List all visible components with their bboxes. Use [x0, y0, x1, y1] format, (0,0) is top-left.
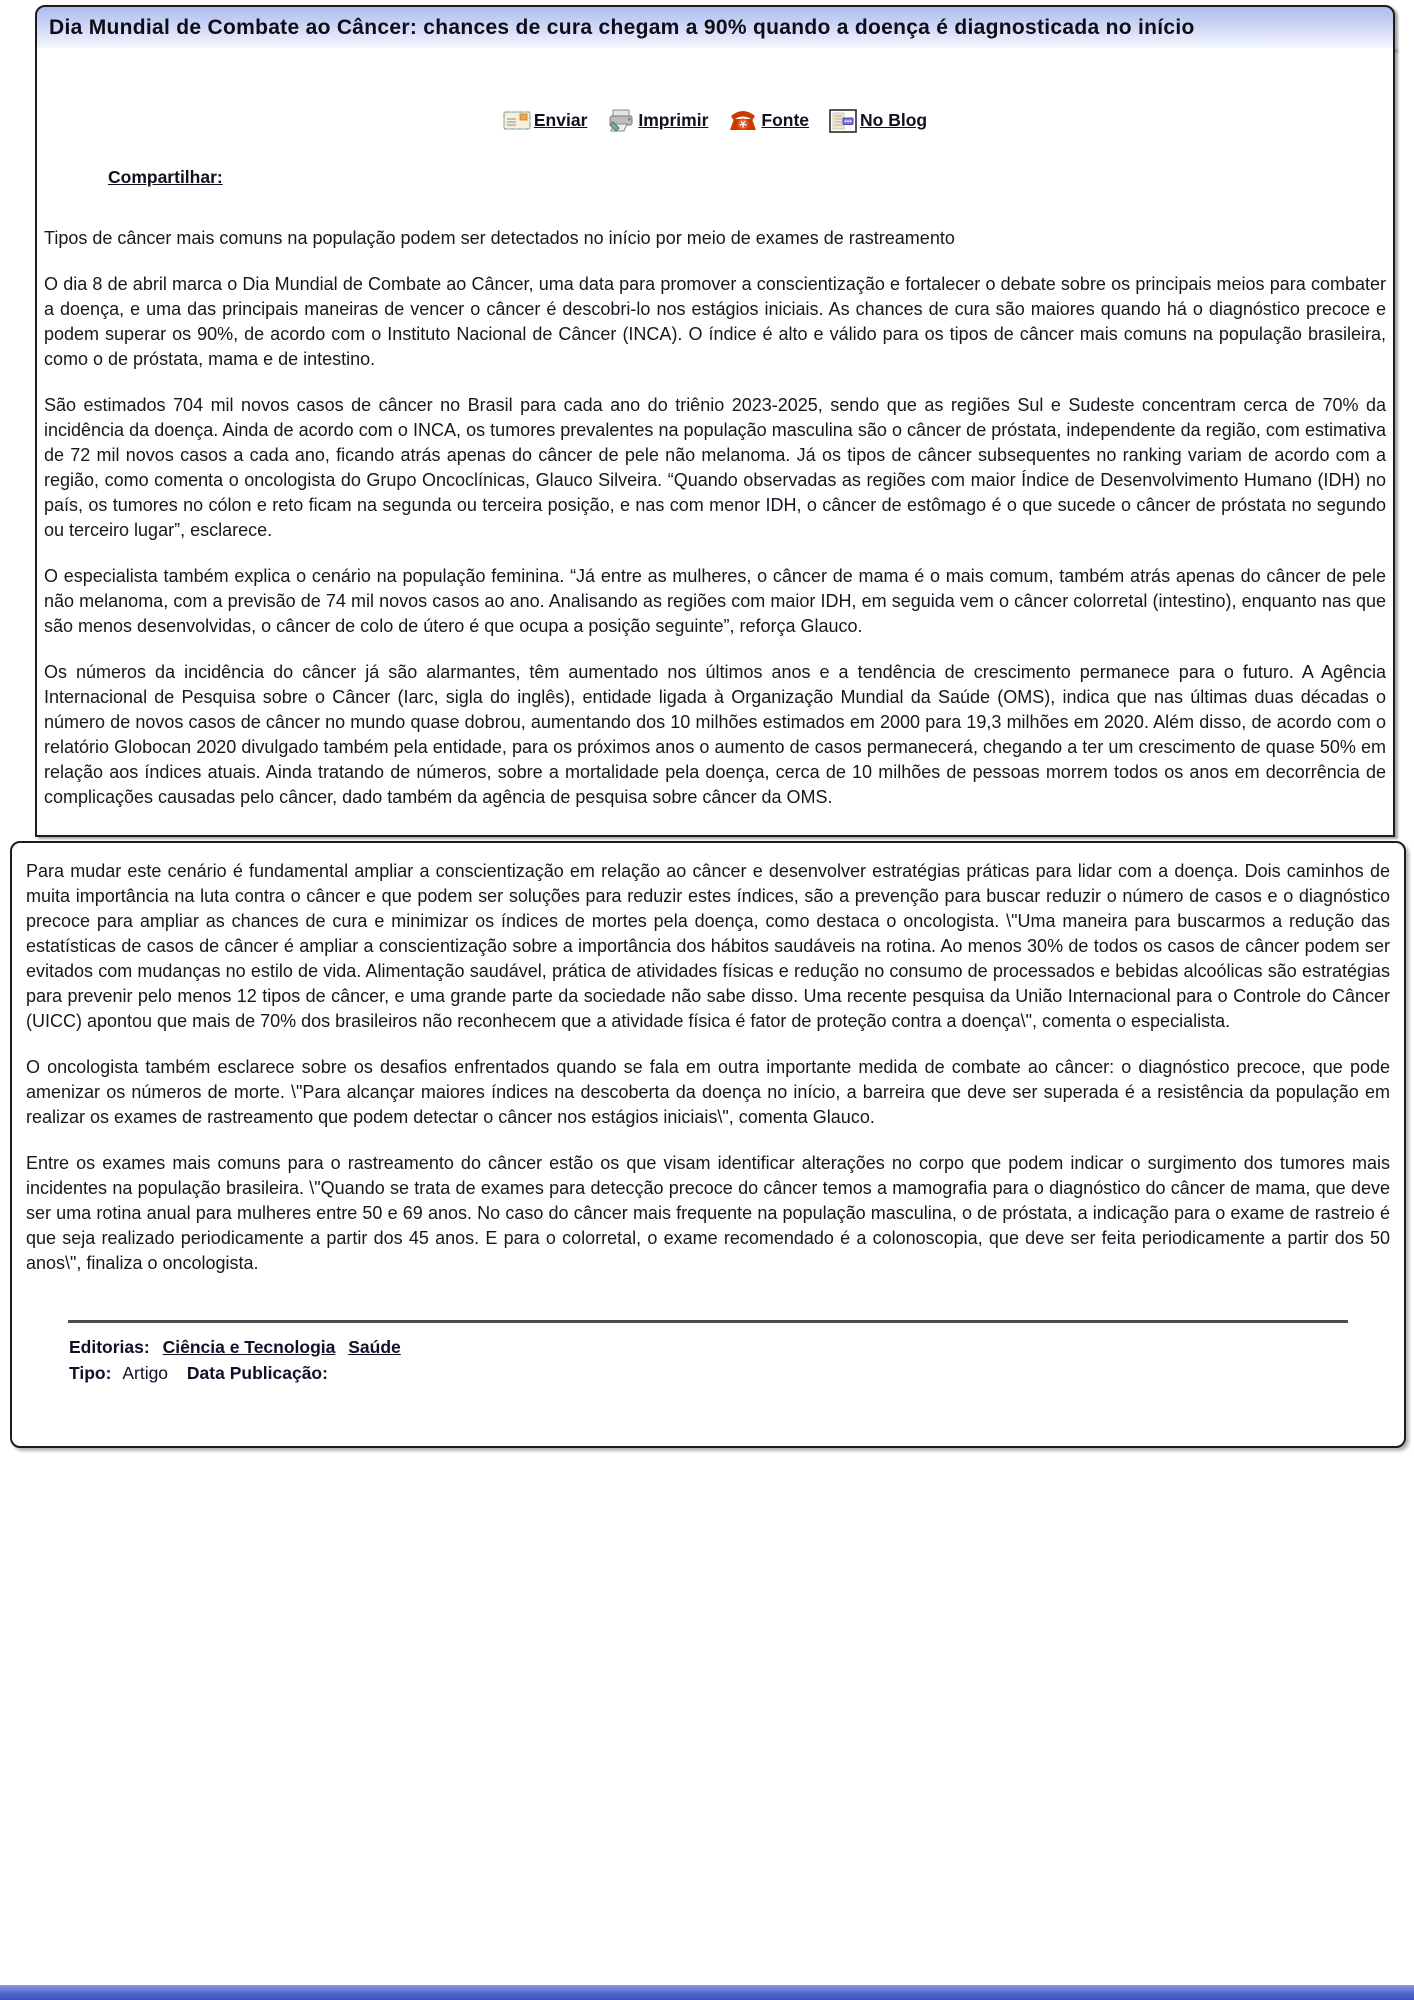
toolbar — [42, 108, 1388, 133]
phone-icon — [728, 108, 758, 133]
data-publicacao-label: Data Publicação: — [186, 1363, 328, 1383]
share-link[interactable]: Compartilhar: — [108, 167, 223, 187]
tipo-label: Tipo: — [69, 1363, 112, 1383]
share-row — [108, 167, 1388, 188]
article-paragraph-4: Os números da incidência do câncer já são alarmantes, têm aumentado nos últimos anos e a tendência de crescimento permanece para o futuro. A Agência Internacional de Pesquisa sobre o Câncer (Iarc, sigla do inglês), entidade ligada à Organização Mundial da Saúde (OMS), indica que nas últimas duas décadas o número de novos casos de câncer no mundo quase dobrou, aumentando dos 10 milhões estimados em 2000 para 19,3 milhões em 2020. Além disso, de acordo com o relatório Globocan 2020 divulgado também pela entidade, para os próximos anos o aumento de casos permanecerá, chegando a ter um crescimento de quase 50% em relação aos índices atuais. Ainda tratando de números, sobre a mortalidade pela doença, cerca de 10 milhões de pessoas morrem todos os anos em decorrência de complicações causadas pelo câncer, dado também da agência de pesquisa sobre câncer da OMS. — [44, 662, 1386, 807]
source-label: Fonte — [761, 110, 810, 130]
page-title: Dia Mundial de Combate ao Câncer: chances de cura chegam a 90% quando a doença é diagnosticada no início — [49, 15, 1195, 39]
blog-icon — [829, 109, 857, 133]
article-secondary-box — [10, 841, 1406, 1448]
envelope-icon — [503, 110, 531, 131]
footer-divider — [68, 1320, 1348, 1323]
tipo-value: Artigo — [122, 1363, 169, 1383]
editoria-link-ciencia-tecnologia[interactable]: Ciência e Tecnologia — [162, 1337, 336, 1357]
article-title-bar — [35, 5, 1395, 50]
article-paragraph-7: Entre os exames mais comuns para o rastreamento do câncer estão os que visam identificar alterações no corpo que podem indicar o surgimento dos tumores mais incidentes na população brasileira. \"Quando se trata de exames para detecção precoce do câncer temos a mamografia para o diagnóstico do câncer de mama, que deve ser uma rotina anual para mulheres entre 50 e 69 anos. No caso do câncer mais frequente na população masculina, o de próstata, a indicação para o exame de rastreio é que seja realizado periodicamente a partir dos 45 anos. E para o colorretal, o exame recomendado é a colonoscopia, que deve ser feita periodicamente a partir dos 50 anos\", finaliza o oncologista. — [26, 1153, 1390, 1273]
blog-button[interactable] — [829, 109, 927, 133]
article-lede: Tipos de câncer mais comuns na população podem ser detectados no início por meio de exames de rastreamento — [44, 228, 955, 248]
editorias-label: Editorias: — [69, 1337, 150, 1357]
print-button[interactable] — [607, 109, 708, 132]
printer-icon — [607, 109, 635, 132]
tipo-line — [69, 1361, 1392, 1385]
article-paragraph-2: São estimados 704 mil novos casos de câncer no Brasil para cada ano do triênio 2023-2025, sendo que as regiões Sul e Sudeste concentram cerca de 70% da incidência da doença. Ainda de acordo com o INCA, os tumores prevalentes na população masculina são o câncer de próstata, independente da região, com estimativa de 72 mil novos casos a cada ano, ficando atrás apenas do câncer de pele não melanoma. Já os tipos de câncer subsequentes no ranking variam de acordo com a região, como comenta o oncologista do Grupo Oncoclínicas, Glauco Silveira. “Quando observadas as regiões com maior Índice de Desenvolvimento Humano (IDH) no país, os tumores no cólon e reto ficam na segunda ou terceira posição, e nas com menor IDH, o câncer de estômago é o que sucede o câncer de próstata no segundo ou terceiro lugar”, esclarece. — [44, 395, 1386, 540]
editorias-line — [69, 1335, 1392, 1359]
article-main-box — [35, 48, 1395, 837]
blog-label: No Blog — [860, 110, 928, 130]
article-paragraph-6: O oncologista também esclarece sobre os desafios enfrentados quando se fala em outra importante medida de combate ao câncer: o diagnóstico precoce, que pode amenizar os números de morte. \"Para alcançar maiores índices na descoberta da doença no início, a barreira que deve ser superada é a resistência da população em realizar os exames de rastreamento que podem detectar o câncer nos estágios iniciais\", comenta Glauco. — [26, 1057, 1390, 1127]
print-label: Imprimir — [638, 110, 709, 130]
article-paragraph-5: Para mudar este cenário é fundamental ampliar a conscientização em relação ao câncer e desenvolver estratégias práticas para lidar com a doença. Dois caminhos de muita importância na luta contra o câncer e que podem ser soluções para reduzir estes índices, são a prevenção para buscar reduzir o número de casos e o diagnóstico precoce para ampliar as chances de cura e minimizar os índices de mortes pela doença, como destaca o oncologista. \"Uma maneira para buscarmos a redução das estatísticas de casos de câncer é ampliar a conscientização sobre a importância dos hábitos saudáveis na rotina. Ao menos 30% de todos os casos de câncer podem ser evitados com mudanças no estilo de vida. Alimentação saudável, prática de atividades físicas e redução no consumo de processados e bebidas alcoólicas são estratégias para prevenir pelo menos 12 tipos de câncer, e uma grande parte da sociedade não sabe disso. Uma recente pesquisa da União Internacional para o Controle do Câncer (UICC) apontou que mais de 70% dos brasileiros não reconhecem que a atividade física é fator de proteção contra a doença\", comenta o especialista. — [26, 861, 1390, 1031]
bottom-blue-bar — [0, 1985, 1414, 2000]
source-button[interactable] — [728, 108, 809, 133]
editoria-link-saude[interactable]: Saúde — [348, 1337, 401, 1357]
article-paragraph-1: O dia 8 de abril marca o Dia Mundial de Combate ao Câncer, uma data para promover a conscientização e fortalecer o debate sobre os principais meios para combater a doença, e uma das principais maneiras de vencer o câncer é descobri-lo nos estágios iniciais. As chances de cura são maiores quando há o diagnóstico precoce e podem superar os 90%, de acordo com o Instituto Nacional de Câncer (INCA). O índice é alto e válido para os tipos de câncer mais comuns na população brasileira, como o de próstata, mama e de intestino. — [44, 274, 1386, 369]
send-label: Enviar — [533, 110, 588, 130]
article-paragraph-3: O especialista também explica o cenário na população feminina. “Já entre as mulheres, o câncer de mama é o mais comum, também atrás apenas do câncer de pele não melanoma, com a previsão de 74 mil novos casos ao ano. Analisando as regiões com maior IDH, em seguida vem o câncer colorretal (intestino), enquanto nas que são menos desenvolvidas, o câncer de colo de útero é que ocupa a posição seguinte”, reforça Glauco. — [44, 566, 1386, 636]
send-button[interactable] — [503, 110, 588, 131]
